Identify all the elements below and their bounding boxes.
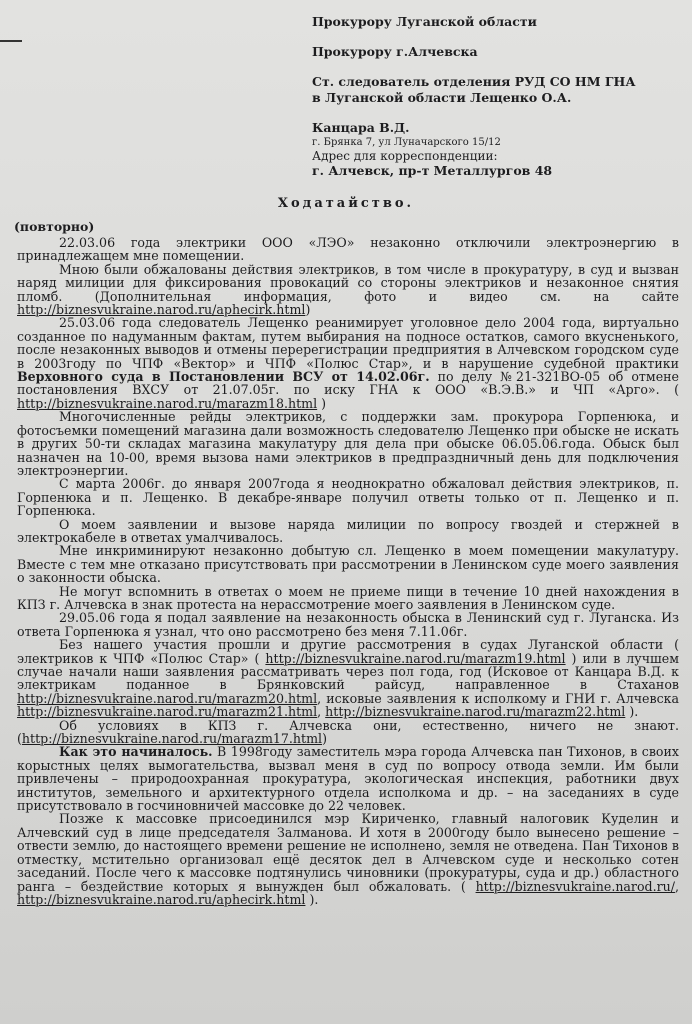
paragraph [17, 585, 679, 612]
paragraph-link[interactable]: http://biznesvukraine.narod.ru/marazm18.html [17, 395, 318, 411]
paragraph [17, 638, 679, 718]
paragraph [17, 410, 679, 477]
paragraph-text: ) или в лучшем случае начали наши заявления рассматривать через пол года, год (Исковое от Канцара В.Д. к электрикам поданное в Брянковский райсуд, направленное в Стаханов [17, 650, 680, 693]
margin-mark [0, 40, 22, 42]
paragraph-text: Позже к массовке присоединился мэр Кириченко, главный налоговик Куделин и Алчевский суд в лице председателя Залманова. И хотя в 2000году было вынесено решение – отвести землю, до настоящего времени решение не исполнено, земля не отведена. Пан Тихонов в отместку, мстительно организовал ещё десяток дел в Алчевском суде и несколько сотен заседаний. После чего к массовке подтянулись чиновники (прокуратуры, суда и др.) областного ранга – бездействие которых я вынужден был обжаловать. ( [17, 811, 679, 894]
addressee-investigator-line2: в Луганской области Лещенко О.А. [312, 90, 572, 105]
paragraph-text: 25.03.06 года следователь Лещенко реанимирует уголовное дело 2004 года, виртуально созданное по надуманным фактам, путем выбирания на подносе остатков, самого вкусненького, после незаконных выводов и отмены перерегистрации предприятия в Алчевском городском суде в 2003году по ЧПФ «Вектор» и ЧПФ «Полюс Стар», и в нарушение судебной практики [17, 315, 679, 371]
addressee-prosecutor-region: Прокурору Луганской области [312, 14, 537, 29]
paragraph-text: , [317, 704, 326, 720]
addressee-block [312, 14, 682, 179]
paragraph [17, 263, 679, 317]
paragraph-text: ) [317, 395, 327, 411]
paragraph-bold-text: Как это начиналось. [59, 744, 213, 760]
correspondence-address: г. Алчевск, пр-т Металлургов 48 [312, 163, 553, 178]
correspondence-label: Адрес для корреспонденции: [312, 149, 498, 163]
paragraph [17, 316, 679, 410]
paragraph-text: 22.03.06 года электрики ООО «ЛЭО» незаконно отключили электроэнергию в принадлежащем мне помещении. [17, 235, 679, 264]
paragraph-text: по делу №21-321ВО-05 об отмене постановления ВХСУ от 21.07.05г. по иску ГНА к ООО «В.Э.В.» и ЧП «Арго». ( [17, 369, 679, 398]
paragraph [17, 477, 679, 517]
paragraph-text: ) [322, 731, 327, 747]
paragraph-link[interactable]: http://biznesvukraine.narod.ru/marazm20.html [17, 690, 318, 706]
paragraph-text: В 1998году заместитель мэра города Алчевска пан Тихонов, в своих корыстных целях вымогательства, вызвал меня в суд по вопросу отвода земли. Им были привлечены – природоохранная прокуратура, экологическая инспекция, работники двух институтов, земельного и архитектурного отдела исполкома и др. – на заседаниях в суде присутствовало в госчиновничей массовке до 22 человек. [17, 744, 680, 814]
paragraph [17, 719, 679, 746]
paragraph [17, 611, 679, 638]
paragraph-text: ). [305, 891, 319, 907]
paragraph-text: Без нашего участия прошли и другие рассмотрения в судах Луганской области ( электриков к ЧПФ «Полюс Стар» ( [17, 637, 679, 666]
addressee-investigator-line1: Ст. следователь отделения РУД СО НМ ГНА [312, 74, 636, 89]
paragraph-text: , исковые заявления к исполкому и ГНИ г. Алчевска [317, 690, 679, 706]
paragraph-link[interactable]: http://biznesvukraine.narod.ru/marazm22.html [325, 704, 626, 720]
paragraph-text: Многочисленные рейды электриков, с поддержки зам. прокурора Горпенюка, и фотосъемки помещений магазина дали возможность следователю Лещенко при обыске не искать в других 50-ти складах магазина макулатуру для дела при обыске 06.05.06.года. Обыск был назначен на 10-00, время вызова нами электриков в предпраздничный день для подключения электроэнергии. [17, 409, 679, 478]
addressee-prosecutor-city: Прокурору г.Алчевска [312, 44, 478, 59]
paragraph-text: Мне инкриминируют незаконно добытую сл. Лещенко в моем помещении макулатуру. Вместе с тем мне отказано присутствовать при рассмотрении в Ленинском суде моего заявления о законности обыска. [17, 543, 679, 586]
document-subtitle: (повторно) [14, 219, 95, 234]
paragraph-bold-text: Верховного суда в Постановлении ВСУ от 14.02.06г. [17, 369, 430, 385]
paragraph-link[interactable]: http://biznesvukraine.narod.ru/ [475, 878, 675, 894]
paragraph-link[interactable]: http://biznesvukraine.narod.ru/marazm19.html [265, 650, 566, 666]
paragraph [17, 544, 679, 584]
paragraph-text: С марта 2006г. до января 2007года я неоднократно обжаловал действия электриков, п. Горпенюка и п. Лещенко. В декабре-январе получил ответы только от п. Лещенко и п. Горпенюка. [17, 476, 679, 519]
paragraph-link[interactable]: http://biznesvukraine.narod.ru/aphecirk.html [17, 302, 306, 318]
paragraph-text: О моем заявлении и вызове наряда милиции по вопросу гвоздей и стержней в электрокабеле в ответах умалчивалось. [17, 516, 679, 545]
sender-name: Канцара В.Д. [312, 120, 410, 135]
document-body [17, 236, 679, 906]
paragraph [17, 236, 679, 263]
paragraph [17, 812, 679, 906]
paragraph-text: ) [305, 302, 311, 318]
paragraph-link[interactable]: http://biznesvukraine.narod.ru/marazm17.html [21, 731, 323, 747]
sender-address: г. Брянка 7, ул Луначарского 15/12 [312, 137, 501, 148]
paragraph-text: ). [625, 704, 639, 720]
document-title: Ходатайство. [277, 196, 415, 211]
paragraph-text: Об условиях в КПЗ г. Алчевска они, естественно, ничего не знают. ( [17, 717, 679, 747]
paragraph-text: Не могут вспомнить в ответах о моем не приеме пищи в течение 10 дней нахождения в КПЗ г. Алчевска в знак протеста на нерассмотрение моего заявления в Ленинском суде. [17, 583, 679, 612]
paragraph-link[interactable]: http://biznesvukraine.narod.ru/aphecirk.html [17, 891, 306, 907]
paragraph-text: , [674, 878, 679, 894]
paragraph [17, 745, 679, 812]
paragraph-text: Мною были обжалованы действия электриков, в том числе в прокуратуру, в суд и вызван наряд милиции для фиксирования провокаций со стороны электриков и незаконное снятия пломб. (Дополнительная информация, фото и видео см. на сайте [17, 261, 679, 304]
paragraph [17, 518, 679, 545]
paragraph-text: 29.05.06 года я подал заявление на незаконность обыска в Ленинский суд г. Луганска. Из ответа Горпенюка я узнал, что оно рассмотрено без меня 7.11.06г. [17, 610, 679, 639]
paragraph-link[interactable]: http://biznesvukraine.narod.ru/marazm21.html [17, 704, 318, 720]
